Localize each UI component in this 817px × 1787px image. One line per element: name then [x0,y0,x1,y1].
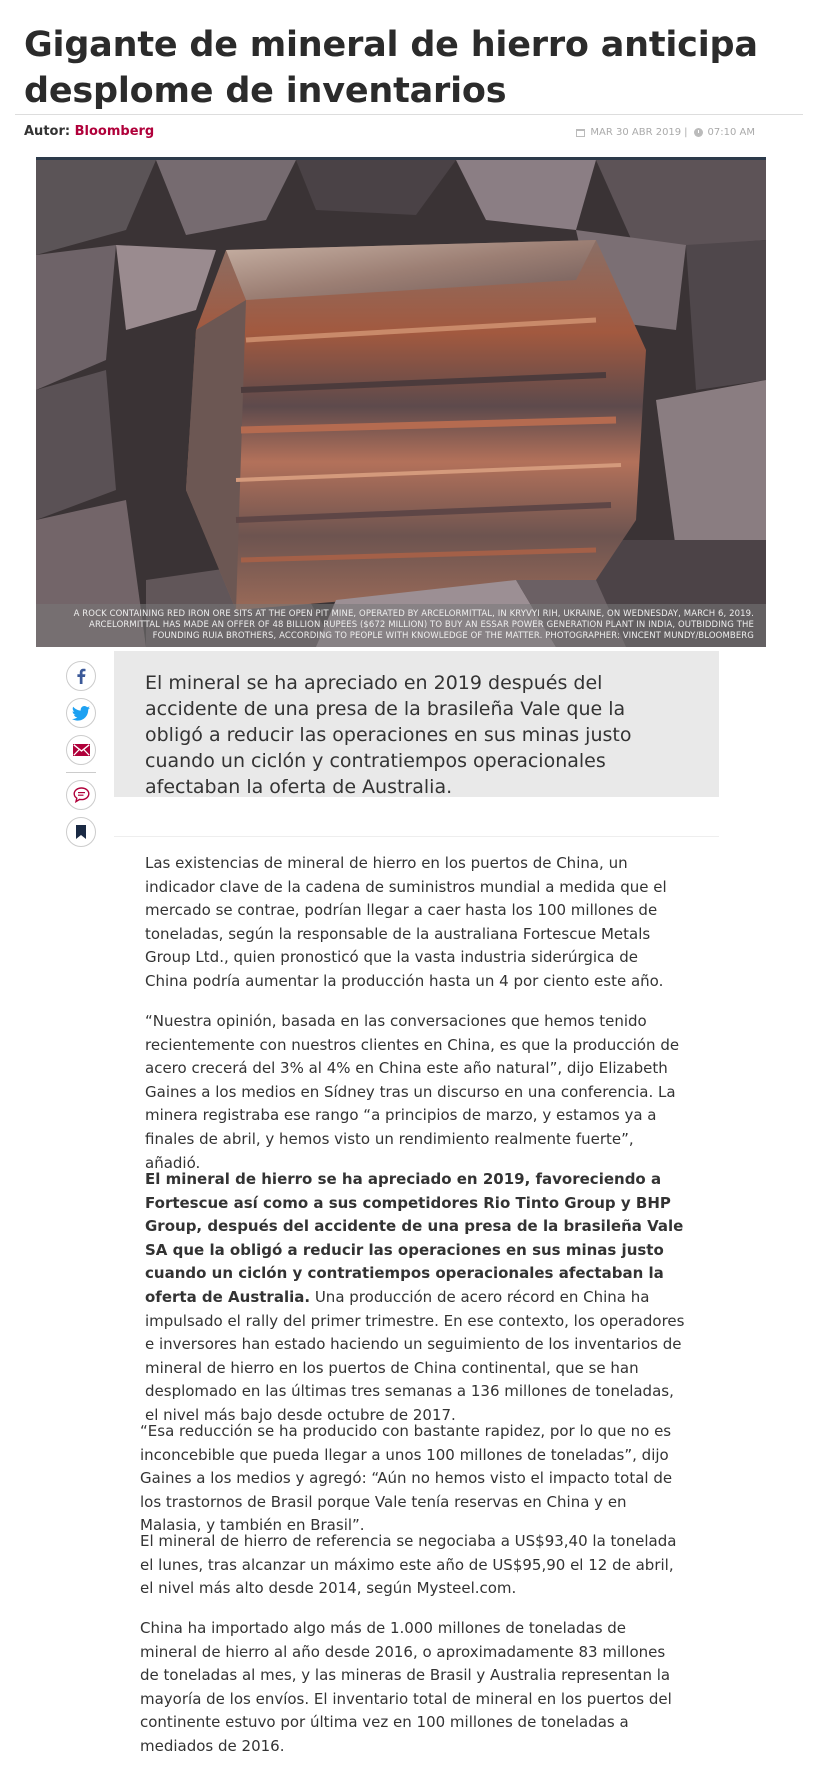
body-paragraph-3 [145,1168,685,1428]
headline-divider [15,114,803,115]
byline [24,124,154,139]
publish-time: 07:10 AM [707,127,755,138]
facebook-share-button[interactable] [66,661,96,691]
iron-ore-rocks-photo [36,160,766,647]
body-paragraph-4: “Esa reducción se ha producido con bastante rapidez, por lo que no es inconcebible que pueda llegar a unos 100 millones de toneladas”, dijo Gaines a los medios y agregó: “Aún no hemos visto el impacto total de los trastornos de Brasil porque Vale tenía reservas en China y en Malasia, y también en Brasil”. [140,1422,673,1535]
dateline [576,127,755,138]
facebook-icon [74,668,88,684]
article-headline: Gigante de mineral de hierro anticipa desplome de inventarios [24,25,758,111]
share-toolbar [66,661,98,854]
article-lead: El mineral se ha apreciado en 2019 después del accidente de una presa de la brasileña Vale que la obligó a reducir las operaciones en sus minas justo cuando un ciclón y contratiempos operacionales afectaban la oferta de Australia. [114,651,719,797]
clock-icon [694,128,703,137]
body-paragraph-6: China ha importado algo más de 1.000 millones de toneladas de mineral de hierro al año desde 2016, o aproximadamente 83 millones de toneladas al mes, y las mineras de Brasil y Australia representan la mayoría de los envíos. El inventario total de mineral en los puertos del continente estuvo por última vez en 100 millones de toneladas a mediados de 2016. [140,1619,672,1755]
twitter-icon [72,706,90,721]
lead-divider [114,836,719,837]
hero-image [36,157,766,647]
email-icon [73,744,90,756]
body-paragraph-2: “Nuestra opinión, basada en las conversaciones que hemos tenido recientemente con nuestros clientes en China, es que la producción de acero crecerá del 3% al 4% en China este año natural”, dijo Elizabeth Gaines a los medios en Sídney tras un discurso en una conferencia. La minera registraba ese rango “a principios de marzo, y estamos ya a finales de abril, y hemos visto un rendimiento realmente fuerte”, añadió. [145,1012,680,1172]
comment-button[interactable] [66,780,96,810]
bookmark-icon [76,825,86,839]
share-divider [66,772,96,773]
twitter-share-button[interactable] [66,698,96,728]
author-link[interactable]: Bloomberg [74,124,155,139]
calendar-icon [576,129,585,137]
bookmark-button[interactable] [66,817,96,847]
body-paragraph-3-rest: Una producción de acero récord en China ha impulsado el rally del primer trimestre. En ese contexto, los operadores e inversores han estado haciendo un seguimiento de los inventarios de mineral de hierro en los puertos de China continental, que se han desplomado en las últimas tres semanas a 136 millones de toneladas, el nivel más bajo desde octubre de 2017. [145,1287,685,1424]
body-paragraph-3-bold: El mineral de hierro se ha apreciado en 2019, favoreciendo a Fortescue así como a sus competidores Rio Tinto Group y BHP Group, después del accidente de una presa de la brasileña Vale SA que la obligó a reducir las operaciones en sus minas justo cuando un ciclón y contratiempos operacionales afectaban la oferta de Australia. [145,1170,684,1306]
body-paragraph-1: Las existencias de mineral de hierro en los puertos de China, un indicador clave de la cadena de suministros mundial a medida que el mercado se contrae, podrían llegar a caer hasta los 100 millones de toneladas, según la responsable de la australiana Fortescue Metals Group Ltd., quien pronosticó que la vasta industria siderúrgica de China podría aumentar la producción hasta un 4 por ciento este año. [145,854,667,990]
date-separator: | [684,127,688,138]
author-label: Autor: [24,124,71,139]
publish-date: MAR 30 ABR 2019 [590,127,682,138]
email-share-button[interactable] [66,735,96,765]
body-paragraph-5: El mineral de hierro de referencia se negociaba a US$93,40 la tonelada el lunes, tras alcanzar un máximo este año de US$95,90 el 12 de abril, el nivel más alto desde 2014, según Mysteel.com. [140,1532,677,1598]
photo-caption: A ROCK CONTAINING RED IRON ORE SITS AT THE OPEN PIT MINE, OPERATED BY ARCELORMITTAL, IN KRYVYI RIH, UKRAINE, ON WEDNESDAY, MARCH 6, 2019. ARCELORMITTAL HAS MADE AN OFFER OF 48 BILLION RUPEES ($672 MILLION) TO BUY AN ESSAR POWER GENERATION PLANT IN INDIA, OUTBIDDING THE FOUNDING RUIA BROTHERS, ACCORDING TO PEOPLE WITH KNOWLEDGE OF THE MATTER. PHOTOGRAPHER: VINCENT MUNDY/BLOOMBERG [36,604,766,647]
comment-icon [73,787,90,803]
